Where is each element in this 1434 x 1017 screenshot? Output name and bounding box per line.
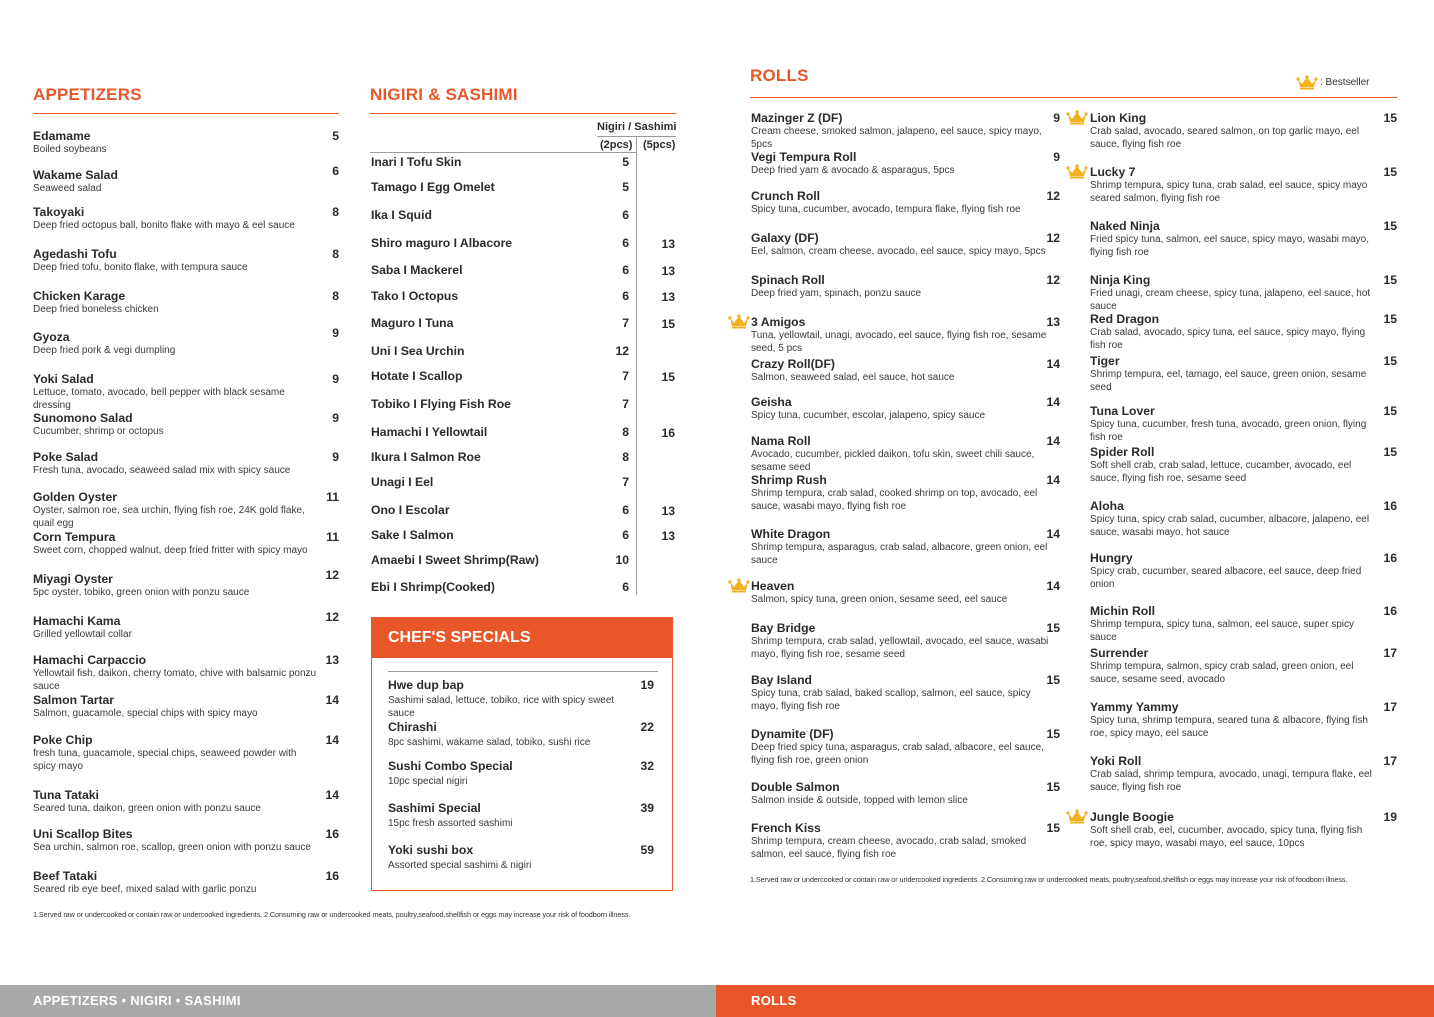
item-price: 12: [1046, 273, 1060, 287]
item-description: Boiled soybeans: [33, 144, 107, 155]
menu-item: [388, 720, 628, 750]
item-name: Miyagi Oyster: [33, 572, 113, 586]
nigiri-price: 7: [622, 475, 629, 489]
nigiri-item-name: Tamago I Egg Omelet: [371, 180, 495, 194]
menu-item: [33, 869, 318, 897]
sashimi-price: 13: [661, 504, 675, 518]
item-name: Nama Roll: [751, 434, 811, 448]
item-description: Spicy tuna, cucumber, escolar, jalapeno, spicy sauce: [751, 410, 986, 421]
item-price: 16: [1383, 604, 1397, 618]
menu-item: [388, 678, 628, 720]
item-description: Lettuce, tomato, avocado, bell pepper with black sesame dressing: [33, 387, 285, 411]
item-name: Hamachi Carpaccio: [33, 653, 147, 667]
item-price: 12: [325, 568, 339, 582]
crown-icon: [1296, 74, 1318, 90]
sashimi-price: 13: [661, 237, 675, 251]
item-description: Fried unagi, cream cheese, spicy tuna, jalapeno, eel sauce, hot sauce: [1090, 288, 1371, 312]
nigiri-item-name: Amaebi I Sweet Shrimp(Raw): [371, 553, 539, 567]
footer-right-label: ROLLS: [751, 993, 797, 1008]
item-price: 8: [332, 289, 339, 303]
menu-item: [1090, 312, 1382, 352]
nigiri-item-name: Inari I Tofu Skin: [371, 155, 462, 169]
item-description: Sea urchin, salmon roe, scallop, green onion with ponzu sauce: [33, 842, 311, 853]
nigiri-sub-nigiri: (2pcs): [600, 139, 633, 151]
menu-item: [33, 330, 318, 358]
item-name: Yoki sushi box: [388, 843, 474, 857]
item-name: Takoyaki: [33, 205, 85, 219]
item-description: Fresh tuna, avocado, seaweed salad mix with spicy sauce: [33, 465, 291, 476]
nigiri-rule: [370, 113, 676, 114]
item-price: 13: [325, 653, 339, 667]
item-name: Lion King: [1090, 111, 1147, 125]
item-name: Hamachi Kama: [33, 614, 121, 628]
menu-item: [388, 759, 628, 789]
menu-item: [33, 614, 318, 642]
nigiri-item-name: Hotate I Scallop: [371, 369, 463, 383]
item-name: Ninja King: [1090, 273, 1151, 287]
item-description: Shrimp tempura, crab salad, yellowtail, avocado, eel sauce, wasabi mayo, flying fish roe, sesame seed: [751, 636, 1049, 660]
nigiri-price: 6: [622, 208, 629, 222]
item-name: Gyoza: [33, 330, 70, 344]
menu-item: [1090, 445, 1382, 485]
item-description: 10pc special nigiri: [388, 776, 468, 787]
item-name: White Dragon: [751, 527, 831, 541]
item-price: 12: [1046, 231, 1060, 245]
item-name: Sushi Combo Special: [388, 759, 513, 773]
nigiri-price: 6: [622, 263, 629, 277]
menu-item: [1090, 754, 1382, 794]
menu-item: [751, 780, 1051, 808]
item-description: Shrimp tempura, cream cheese, avocado, crab salad, smoked salmon, eel sauce, flying fish roe: [751, 836, 1027, 860]
item-price: 16: [1383, 551, 1397, 565]
item-name: Sunomono Salad: [33, 411, 133, 425]
item-name: Spinach Roll: [751, 273, 825, 287]
item-name: Dynamite (DF): [751, 727, 834, 741]
item-description: Sweet corn, chopped walnut, deep fried fritter with spicy mayo: [33, 545, 308, 556]
crown-icon: [1066, 109, 1088, 125]
nigiri-price: 5: [622, 180, 629, 194]
item-price: 13: [1046, 315, 1060, 329]
item-price: 14: [1046, 527, 1060, 541]
item-name: Chicken Karage: [33, 289, 126, 303]
item-name: Galaxy (DF): [751, 231, 819, 245]
item-name: Bay Island: [751, 673, 812, 687]
item-description: Deep fried yam & avocado & asparagus, 5pcs: [751, 165, 955, 176]
sashimi-price: 13: [661, 264, 675, 278]
item-description: Shrimp tempura, asparagus, crab salad, albacore, green onion, eel sauce: [751, 542, 1048, 566]
menu-item: [1090, 404, 1382, 444]
item-price: 15: [1046, 621, 1060, 635]
item-name: Tuna Tataki: [33, 788, 99, 802]
menu-item: [33, 168, 318, 196]
item-name: French Kiss: [751, 821, 821, 835]
item-description: Deep fried spicy tuna, asparagus, crab salad, albacore, eel sauce, flying fish roe, green onion: [751, 742, 1044, 766]
nigiri-price: 5: [622, 155, 629, 169]
nigiri-item-name: Tako I Octopus: [371, 289, 459, 303]
item-description: Shrimp tempura, spicy tuna, crab salad, eel sauce, spicy mayo seared salmon, flying fish roe: [1090, 180, 1368, 204]
item-description: Avocado, cucumber, pickled daikon, tofu skin, sweet chili sauce, sesame seed: [751, 449, 1035, 473]
item-price: 9: [1053, 150, 1060, 164]
nigiri-price: 7: [622, 397, 629, 411]
nigiri-price: 6: [622, 289, 629, 303]
menu-item: [33, 653, 318, 693]
menu-item: [1090, 604, 1382, 644]
menu-item: [33, 411, 318, 439]
item-description: Soft shell crab, eel, cucumber, avocado, spicy tuna, flying fish roe, spicy mayo, wasabi mayo, eel sauce, 10pcs: [1090, 825, 1363, 849]
item-description: Crab salad, avocado, spicy tuna, eel sauce, spicy mayo, flying fish roe: [1090, 327, 1366, 351]
sashimi-price: 13: [661, 290, 675, 304]
sashimi-price: 15: [661, 317, 675, 331]
menu-item: [388, 801, 628, 831]
item-price: 14: [1046, 579, 1060, 593]
item-name: Red Dragon: [1090, 312, 1160, 326]
nigiri-item-name: Ebi I Shrimp(Cooked): [371, 580, 495, 594]
menu-item: [751, 527, 1051, 567]
item-description: Oyster, salmon roe, sea urchin, flying fish roe, 24K gold flake, quail egg: [33, 505, 305, 529]
menu-item: [751, 189, 1051, 217]
item-description: Spicy crab, cucumber, seared albacore, eel sauce, deep fried onion: [1090, 566, 1362, 590]
item-description: 8pc sashimi, wakame salad, tobiko, sushi rice: [388, 737, 591, 748]
item-price: 15: [1046, 780, 1060, 794]
nigiri-price: 8: [622, 425, 629, 439]
item-name: Geisha: [751, 395, 792, 409]
item-price: 15: [1383, 273, 1397, 287]
item-description: Spicy tuna, cucumber, avocado, tempura flake, flying fish roe: [751, 204, 1021, 215]
item-price: 15: [1383, 165, 1397, 179]
menu-item: [751, 434, 1051, 474]
menu-item: [1090, 646, 1382, 686]
item-price: 16: [325, 827, 339, 841]
item-price: 15: [1383, 354, 1397, 368]
item-price: 15: [1383, 111, 1397, 125]
chefs-specials-box: [371, 617, 673, 891]
item-name: Double Salmon: [751, 780, 840, 794]
item-name: Wakame Salad: [33, 168, 118, 182]
rolls-title: ROLLS: [750, 66, 809, 85]
item-price: 8: [332, 205, 339, 219]
item-name: Corn Tempura: [33, 530, 116, 544]
item-description: Eel, salmon, cream cheese, avocado, eel sauce, spicy mayo, 5pcs: [751, 246, 1046, 257]
menu-item: [1090, 700, 1382, 740]
menu-item: [751, 621, 1051, 661]
item-name: Yoki Roll: [1090, 754, 1142, 768]
item-price: 15: [1383, 312, 1397, 326]
nigiri-item-name: Ika I Squid: [371, 208, 432, 222]
item-price: 15: [1383, 404, 1397, 418]
item-price: 11: [326, 530, 339, 544]
menu-item: [751, 727, 1051, 767]
nigiri-item-name: Saba I Mackerel: [371, 263, 463, 277]
nigiri-item-name: Sake I Salmon: [371, 528, 454, 542]
item-price: 12: [325, 610, 339, 624]
menu-item: [33, 289, 318, 317]
nigiri-item-name: Tobiko I Flying Fish Roe: [371, 397, 511, 411]
appetizers-rule: [33, 113, 339, 114]
item-description: fresh tuna, guacamole, special chips, seaweed powder with spicy mayo: [33, 748, 297, 772]
item-description: Yellowtail fish, daikon, cherry tomato, chive with balsamic ponzu sauce: [33, 668, 317, 692]
item-price: 19: [1383, 810, 1397, 824]
item-name: Yoki Salad: [33, 372, 94, 386]
item-name: Lucky 7: [1090, 165, 1136, 179]
item-description: Salmon inside & outside, topped with lemon slice: [751, 795, 968, 806]
item-price: 9: [1053, 111, 1060, 125]
item-price: 14: [1046, 395, 1060, 409]
menu-item: [33, 827, 318, 855]
item-price: 14: [325, 788, 339, 802]
menu-item: [751, 315, 1051, 355]
nigiri-price: 12: [615, 344, 629, 358]
appetizers-title: APPETIZERS: [33, 85, 142, 104]
nigiri-price: 10: [615, 553, 629, 567]
menu-item: [1090, 499, 1382, 539]
item-description: Deep fried pork & vegi dumpling: [33, 345, 176, 356]
nigiri-price: 7: [622, 369, 629, 383]
item-name: Chirashi: [388, 720, 437, 734]
item-name: Jungle Boogie: [1090, 810, 1174, 824]
item-price: 14: [1046, 473, 1060, 487]
item-description: Spicy tuna, spicy crab salad, cucumber, albacore, jalapeno, eel sauce, wasabi mayo, hot sauce: [1090, 514, 1370, 538]
item-description: Spicy tuna, shrimp tempura, seared tuna & albacore, flying fish roe, spicy mayo, eel sauce: [1090, 715, 1368, 739]
item-price: 17: [1383, 754, 1397, 768]
menu-item: [751, 473, 1051, 513]
item-name: Aloha: [1090, 499, 1124, 513]
bestseller-legend: : Bestseller: [1320, 77, 1370, 88]
menu-item: [1090, 111, 1382, 151]
nigiri-item-name: Uni I Sea Urchin: [371, 344, 465, 358]
item-name: Spider Roll: [1090, 445, 1155, 459]
chefs-specials-title: CHEF'S SPECIALS: [372, 618, 672, 658]
menu-item: [33, 205, 318, 233]
item-name: Sashimi Special: [388, 801, 481, 815]
item-description: Salmon, guacamole, special chips with spicy mayo: [33, 708, 258, 719]
item-description: Deep fried tofu, bonito flake, with tempura sauce: [33, 262, 248, 273]
menu-item: [1090, 273, 1382, 313]
menu-item: [751, 150, 1051, 178]
item-price: 14: [325, 733, 339, 747]
item-price: 15: [1046, 821, 1060, 835]
item-name: Shrimp Rush: [751, 473, 827, 487]
item-price: 15: [1046, 673, 1060, 687]
item-name: Hungry: [1090, 551, 1133, 565]
item-price: 15: [1046, 727, 1060, 741]
crown-icon: [728, 577, 750, 593]
menu-item: [751, 273, 1051, 301]
item-description: Shrimp tempura, crab salad, cooked shrimp on top, avocado, eel sauce, wasabi mayo, flying fish roe: [751, 488, 1038, 512]
nigiri-item-name: Hamachi I Yellowtail: [371, 425, 488, 439]
menu-item: [33, 129, 318, 157]
item-description: Seared tuna, daikon, green onion with ponzu sauce: [33, 803, 261, 814]
menu-item: [751, 673, 1051, 713]
nigiri-item-name: Ikura I Salmon Roe: [371, 450, 481, 464]
item-name: Hwe dup bap: [388, 678, 464, 692]
nigiri-item-name: Shiro maguro I Albacore: [371, 236, 513, 250]
footer-bar-right: [716, 985, 1434, 1017]
item-name: Heaven: [751, 579, 795, 593]
item-price: 22: [640, 720, 654, 734]
item-description: Salmon, seaweed salad, eel sauce, hot sauce: [751, 372, 955, 383]
rolls-rule: [750, 97, 1397, 98]
item-price: 8: [332, 247, 339, 261]
item-description: Spicy tuna, cucumber, fresh tuna, avocado, green onion, flying fish roe: [1090, 419, 1367, 443]
item-price: 15: [1383, 219, 1397, 233]
nigiri-column-divider: [636, 137, 637, 595]
item-name: Poke Salad: [33, 450, 99, 464]
item-price: 17: [1383, 700, 1397, 714]
item-description: Deep fried octopus ball, bonito flake with mayo & eel sauce: [33, 220, 295, 231]
item-name: 3 Amigos: [751, 315, 806, 329]
item-name: Yammy Yammy: [1090, 700, 1179, 714]
item-price: 9: [332, 450, 339, 464]
nigiri-sub-sashimi: (5pcs): [643, 139, 676, 151]
menu-item: [33, 247, 318, 275]
item-name: Vegi Tempura Roll: [751, 150, 857, 164]
item-name: Tuna Lover: [1090, 404, 1155, 418]
crown-icon: [1066, 163, 1088, 179]
menu-item: [33, 450, 318, 478]
item-name: Naked Ninja: [1090, 219, 1160, 233]
item-description: Fried spicy tuna, salmon, eel sauce, spicy mayo, wasabi mayo, flying fish roe: [1090, 234, 1370, 258]
nigiri-header: Nigiri / Sashimi: [597, 121, 677, 133]
item-description: Sashimi salad, lettuce, tobiko, rice with spicy sweet sauce: [388, 695, 615, 719]
item-description: Crab salad, shrimp tempura, avocado, unagi, tempura flake, eel sauce, flying fish roe: [1090, 769, 1372, 793]
item-price: 59: [640, 843, 654, 857]
menu-item: [33, 733, 318, 773]
item-description: Crab salad, avocado, seared salmon, on top garlic mayo, eel sauce, flying fish roe: [1090, 126, 1360, 150]
item-price: 39: [640, 801, 654, 815]
item-price: 19: [640, 678, 654, 692]
crown-icon: [728, 313, 750, 329]
item-name: Agedashi Tofu: [33, 247, 117, 261]
footnote-left: 1.Served raw or undercooked or contain raw or undercooked ingredients. 2.Consuming raw or undercooked meats, poultry,seafood,shellfish or eggs may increase your risk of foodborn illness.: [33, 910, 631, 919]
item-price: 9: [332, 411, 339, 425]
footnote-right: 1.Served raw or undercooked or contain raw or undercooked ingredients. 2.Consuming raw or undercooked meats, poultry,seafood,shellfish or eggs may increase your risk of foodborn illness.: [750, 875, 1348, 884]
item-price: 32: [640, 759, 654, 773]
item-description: Seaweed salad: [33, 183, 102, 194]
sashimi-price: 15: [661, 370, 675, 384]
item-description: Shrimp tempura, eel, tamago, eel sauce, green onion, sesame seed: [1090, 369, 1367, 393]
nigiri-price: 8: [622, 450, 629, 464]
sashimi-price: 13: [661, 529, 675, 543]
nigiri-title: NIGIRI & SASHIMI: [370, 85, 518, 104]
item-name: Uni Scallop Bites: [33, 827, 133, 841]
item-price: 12: [1046, 189, 1060, 203]
item-price: 14: [1046, 434, 1060, 448]
item-name: Tiger: [1090, 354, 1120, 368]
menu-item: [1090, 219, 1382, 259]
menu-item: [1090, 810, 1382, 850]
menu-item: [751, 111, 1051, 151]
menu-item: [33, 572, 318, 600]
item-description: Deep fried yam, spinach, ponzu sauce: [751, 288, 922, 299]
nigiri-price: 7: [622, 316, 629, 330]
item-description: 5pc oyster, tobiko, green onion with ponzu sauce: [33, 587, 250, 598]
nigiri-item-name: Unagi I Eel: [371, 475, 434, 489]
item-description: Salmon, spicy tuna, green onion, sesame seed, eel sauce: [751, 594, 1008, 605]
item-name: Golden Oyster: [33, 490, 117, 504]
menu-item: [751, 821, 1051, 861]
item-name: Bay Bridge: [751, 621, 816, 635]
item-description: Assorted special sashimi & nigiri: [388, 860, 532, 871]
nigiri-price: 6: [622, 236, 629, 250]
item-price: 11: [326, 490, 339, 504]
menu-item: [33, 372, 318, 412]
item-name: Mazinger Z (DF): [751, 111, 843, 125]
footer-left-label: APPETIZERS • NIGIRI • SASHIMI: [33, 993, 241, 1008]
item-description: Shrimp tempura, salmon, spicy crab salad, green onion, eel sauce, sesame seed, avocado: [1090, 661, 1354, 685]
item-description: Seared rib eye beef, mixed salad with garlic ponzu: [33, 884, 257, 895]
item-description: Grilled yellowtail collar: [33, 629, 132, 640]
item-price: 6: [332, 164, 339, 178]
item-description: 15pc fresh assorted sashimi: [388, 818, 513, 829]
item-name: Poke Chip: [33, 733, 93, 747]
nigiri-list-rule: [370, 152, 636, 153]
chefs-specials-rule: [388, 671, 658, 672]
menu-item: [33, 490, 318, 530]
menu-item: [33, 788, 318, 816]
nigiri-price: 6: [622, 503, 629, 517]
sashimi-price: 16: [661, 426, 675, 440]
item-description: Tuna, yellowtail, unagi, avocado, eel sauce, flying fish roe, sesame seed, 5 pcs: [751, 330, 1047, 354]
item-description: Spicy tuna, crab salad, baked scallop, salmon, eel sauce, spicy mayo, flying fish roe: [751, 688, 1031, 712]
item-price: 9: [332, 372, 339, 386]
menu-item: [1090, 551, 1382, 591]
menu-item: [751, 579, 1051, 607]
item-price: 5: [332, 129, 339, 143]
nigiri-item-name: Maguro I Tuna: [371, 316, 454, 330]
menu-item: [1090, 354, 1382, 394]
item-price: 16: [1383, 499, 1397, 513]
item-name: Crunch Roll: [751, 189, 821, 203]
item-price: 9: [332, 326, 339, 340]
item-price: 16: [325, 869, 339, 883]
menu-item: [388, 843, 628, 873]
item-price: 14: [325, 693, 339, 707]
nigiri-price: 6: [622, 580, 629, 594]
menu-item: [33, 530, 318, 558]
crown-icon: [1066, 808, 1088, 824]
item-name: Beef Tataki: [33, 869, 98, 883]
item-description: Cream cheese, smoked salmon, jalapeno, eel sauce, spicy mayo, 5pcs: [751, 126, 1042, 150]
menu-item: [751, 231, 1051, 259]
nigiri-item-name: Ono I Escolar: [371, 503, 450, 517]
nigiri-price: 6: [622, 528, 629, 542]
item-name: Edamame: [33, 129, 91, 143]
item-name: Salmon Tartar: [33, 693, 115, 707]
menu-item: [33, 693, 318, 721]
item-price: 14: [1046, 357, 1060, 371]
item-price: 17: [1383, 646, 1397, 660]
item-description: Cucumber, shrimp or octopus: [33, 426, 164, 437]
item-description: Soft shell crab, crab salad, lettuce, cucamber, avocado, eel sauce, flying fish roe, sesame seed: [1090, 460, 1352, 484]
item-name: Crazy Roll(DF): [751, 357, 835, 371]
item-description: Deep fried boneless chicken: [33, 304, 159, 315]
item-description: Shrimp tempura, spicy tuna, salmon, eel sauce, super spicy sauce: [1090, 619, 1355, 643]
item-price: 15: [1383, 445, 1397, 459]
item-name: Michin Roll: [1090, 604, 1155, 618]
menu-item: [751, 395, 1051, 423]
item-name: Surrender: [1090, 646, 1149, 660]
menu-item: [751, 357, 1051, 385]
footer-bar-left: [0, 985, 716, 1017]
menu-item: [1090, 165, 1382, 205]
